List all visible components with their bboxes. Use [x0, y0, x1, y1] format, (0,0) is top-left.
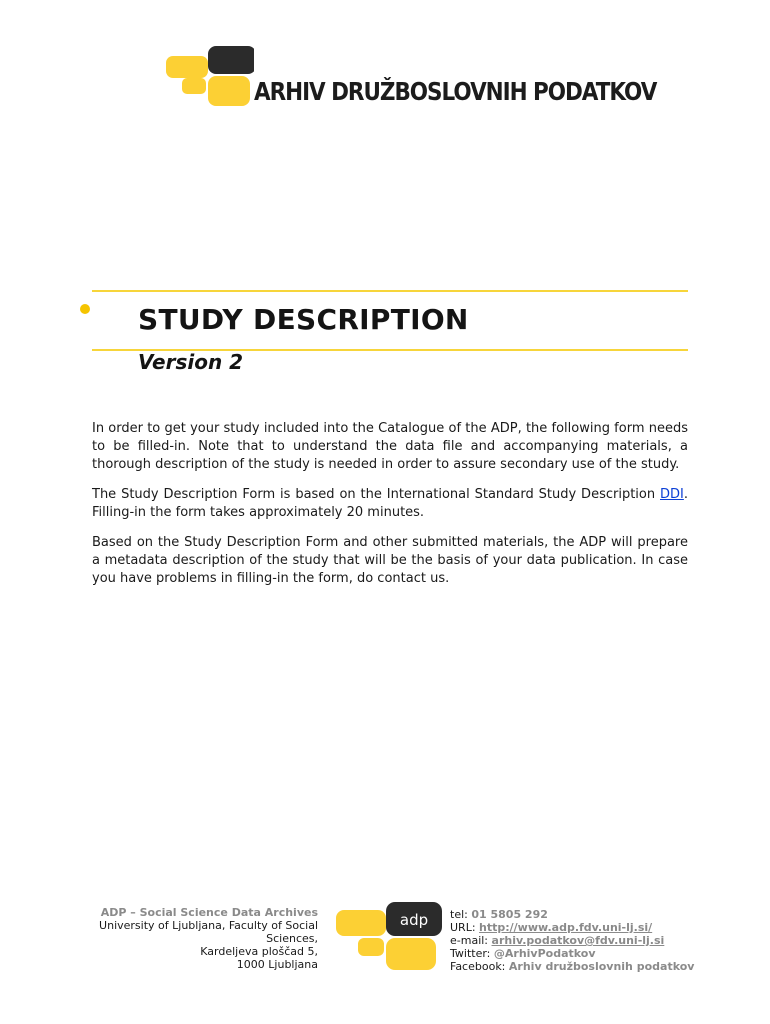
paragraph-1: In order to get your study included into the Catalogue of the ADP, the following form needs to be filled-in. Note that to understand the data file and accompanying materials, a thorough description of the study is needed in order to assure secondary use of the study. — [92, 421, 688, 472]
logo-text: ARHIV DRUŽBOSLOVNIH PODATKOV — [254, 77, 657, 106]
footer-address-line: University of Ljubljana, Faculty of Social — [99, 919, 318, 932]
footer-tel — [450, 908, 740, 921]
paragraph-3: Based on the Study Description Form and other submitted materials, the ADP will prepare a metadata description of the study that will be the basis of your data publication. In case you have problems in filling-in the form, do contact us. — [92, 535, 688, 586]
email-link[interactable]: arhiv.podatkov@fdv.uni-lj.si — [491, 934, 665, 947]
footer-contacts — [450, 908, 740, 973]
page-subtitle: Version 2 — [138, 350, 244, 374]
tel-label: tel: — [450, 908, 468, 921]
email-label: e-mail: — [450, 934, 489, 947]
paragraph-2-text: The Study Description Form is based on the International Standard Study Description — [92, 487, 660, 502]
footer-org-name: ADP – Social Science Data Archives — [100, 906, 318, 919]
footer-adp-logo-icon — [334, 900, 444, 972]
tel-value: 01 5805 292 — [471, 908, 548, 921]
footer-email — [450, 934, 740, 947]
ddi-link[interactable]: DDI — [660, 487, 684, 502]
footer-adp-logo — [334, 900, 444, 972]
footer-twitter — [450, 947, 740, 960]
url-label: URL: — [450, 921, 476, 934]
footer-address-line: 1000 Ljubljana — [236, 958, 318, 971]
footer-logo-text: adp — [399, 911, 429, 929]
adp-logo-mark-icon — [164, 44, 254, 110]
footer-address-line: Kardeljeva ploščad 5, — [200, 945, 318, 958]
adp-logo — [164, 44, 657, 110]
twitter-label: Twitter: — [450, 947, 491, 960]
twitter-handle: @ArhivPodatkov — [493, 947, 596, 960]
bullet-dot-icon — [80, 304, 90, 314]
url-link[interactable]: http://www.adp.fdv.uni-lj.si/ — [479, 921, 653, 934]
paragraph-2-text-end: . Filling-in the form takes approximately 20 minutes. — [92, 487, 688, 520]
page-title: STUDY DESCRIPTION — [138, 303, 469, 336]
footer-url — [450, 921, 740, 934]
facebook-page: Arhiv družboslovnih podatkov — [508, 960, 695, 973]
footer-facebook — [450, 960, 740, 973]
title-rule-top — [92, 290, 688, 292]
footer-address — [80, 906, 318, 971]
facebook-label: Facebook: — [450, 960, 506, 973]
paragraph-2 — [92, 486, 688, 522]
intro-text — [92, 420, 688, 600]
footer-address-line: Sciences, — [266, 932, 318, 945]
